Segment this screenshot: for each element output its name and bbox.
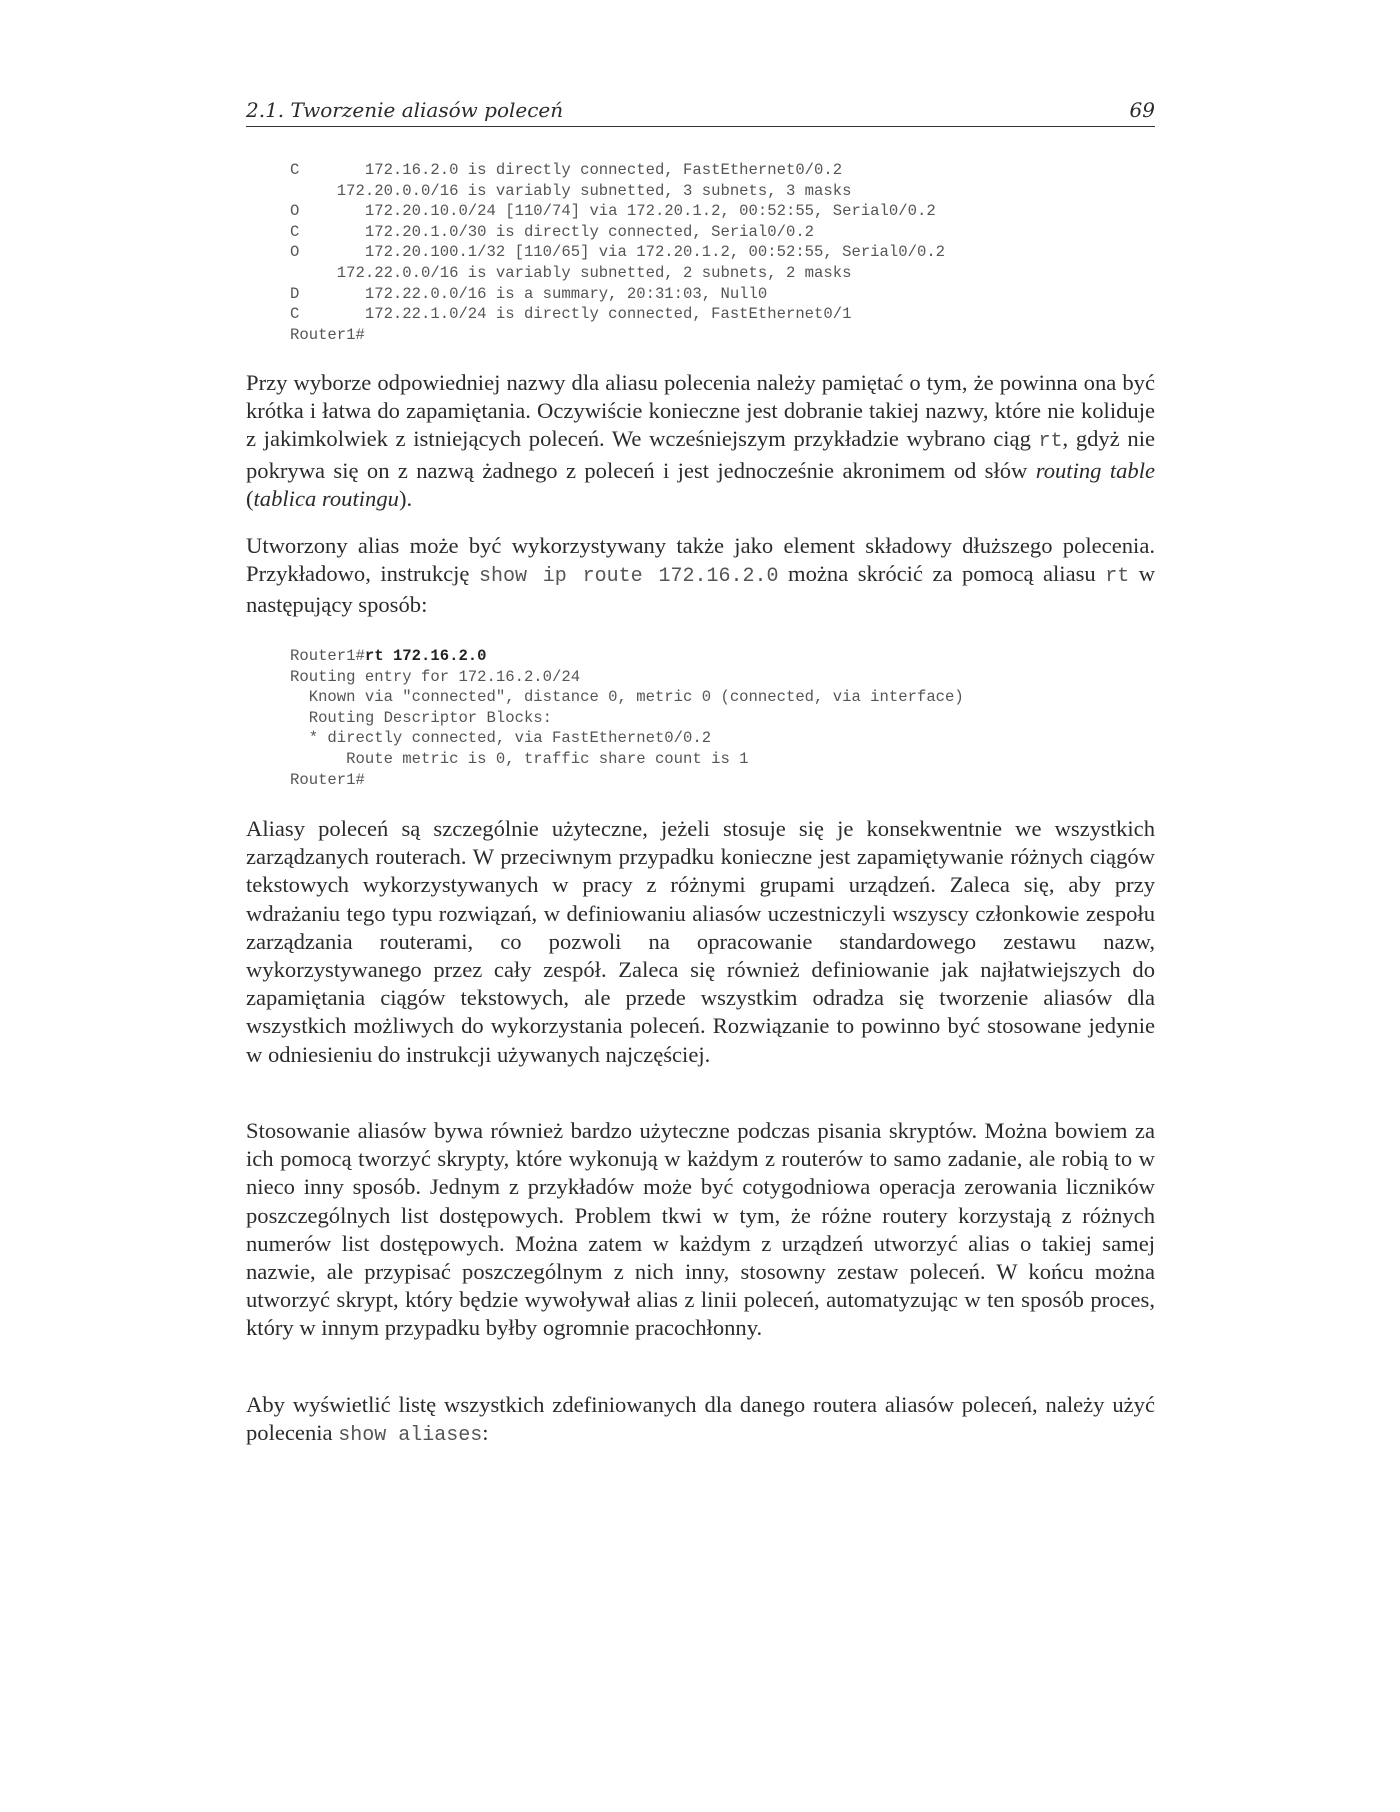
paragraph-show-aliases: Aby wyświetlić listę wszystkich zdefiniowanych dla danego routera aliasów poleceń, należy użyć polecenia show aliases: xyxy=(246,1392,1155,1448)
code-block-routing-table xyxy=(290,160,945,345)
inline-code: rt xyxy=(1038,430,1063,454)
code-line: Router1# xyxy=(290,770,365,789)
section-title: 2.1. Tworzenie aliasów poleceń xyxy=(246,98,564,122)
code-line: Routing entry for 172.16.2.0/24 xyxy=(290,667,581,686)
italic-term: tablica routingu xyxy=(253,485,399,511)
code-line: Route metric is 0, traffic share count is 1 xyxy=(290,749,749,768)
code-line: 172.20.0.0/16 is variably subnetted, 3 subnets, 3 masks xyxy=(290,181,852,200)
code-line: 172.22.0.0/16 is variably subnetted, 2 subnets, 2 masks xyxy=(290,263,852,282)
code-prompt: Router1# xyxy=(290,647,365,665)
code-line: O 172.20.10.0/24 [110/74] via 172.20.1.2, 00:52:55, Serial0/0.2 xyxy=(290,202,936,221)
paragraph-alias-scripts: Stosowanie aliasów bywa również bardzo użyteczne podczas pisania skryptów. Można bowiem za ich pomocą tworzyć skrypty, które wykonują w każdym z routerów to samo zadanie, ale robią to w nieco inny sposób. Jednym z przykładów może być cotygodniowa operacja zerowania liczników poszczególnych list dostępowych. Problem tkwi w tym, że różne routery korzystają z różnych numerów list dostępowych. Można zatem w każdym z urządzeń utworzyć alias o takiej samej nazwie, ale przypisać poszczególnym z nich inny, stosowny zestaw poleceń. W końcu można utworzyć skrypt, który będzie wywoływał alias z linii poleceń, automatyzując w ten sposób proces, który w innym przypadku byłby ogromnie pracochłonny. xyxy=(246,1118,1155,1341)
italic-term: routing table xyxy=(1035,457,1155,483)
running-header xyxy=(246,96,1155,127)
page-number: 69 xyxy=(1129,98,1155,122)
code-block-rt-example xyxy=(290,646,964,790)
code-line: O 172.20.100.1/32 [110/65] via 172.20.1.2, 00:52:55, Serial0/0.2 xyxy=(290,243,946,262)
code-command: rt 172.16.2.0 xyxy=(364,647,487,665)
code-line: Known via "connected", distance 0, metric 0 (connected, via interface) xyxy=(290,688,964,707)
code-line: C 172.16.2.0 is directly connected, FastEthernet0/0.2 xyxy=(290,161,843,179)
code-line: D 172.22.0.0/16 is a summary, 20:31:03, Null0 xyxy=(290,284,768,303)
paragraph-alias-usage: Utworzony alias może być wykorzystywany także jako element składowy dłuższego polecenia. Przykładowo, instrukcję show ip route 172.16.2.0 można skrócić za pomocą aliasu rt w następujący sposób: xyxy=(246,533,1156,618)
code-line: C 172.20.1.0/30 is directly connected, Serial0/0.2 xyxy=(290,222,815,241)
paragraph-alias-naming: Przy wyborze odpowiedniej nazwy dla aliasu polecenia należy pamiętać o tym, że powinna ona być krótka i łatwa do zapamiętania. Oczywiście konieczne jest dobranie takiej nazwy, które nie koliduje z jakimkolwiek z istniejących poleceń. We wcześniejszym przykładzie wybrano ciąg rt, gdyż nie pokrywa się on z nazwą żadnego z poleceń i jest jednocześnie akronimem od słów routing table (tablica routingu). xyxy=(246,370,1156,511)
code-line: C 172.22.1.0/24 is directly connected, FastEthernet0/1 xyxy=(290,305,852,324)
code-line: Router1# xyxy=(290,325,365,344)
inline-code: rt xyxy=(1105,565,1130,589)
inline-code: show ip route 172.16.2.0 xyxy=(478,565,779,589)
code-line: Routing Descriptor Blocks: xyxy=(290,708,553,727)
inline-code: show aliases xyxy=(338,1424,483,1448)
paragraph-alias-consistency: Aliasy poleceń są szczególnie użyteczne, jeżeli stosuje się je konsekwentnie we wszystkich zarządzanych routerach. W przeciwnym przypadku konieczne jest zapamiętywanie różnych ciągów tekstowych wykorzystywanych w pracy z różnymi grupami urządzeń. Zaleca się, aby przy wdrażaniu tego typu rozwiązań, w definiowaniu aliasów uczestniczyli wszyscy członkowie zespołu zarządzania routerami, co pozwoli na opracowanie standardowego zestawu nazw, wykorzystywanego przez cały zespół. Zaleca się również definiowanie jak najłatwiejszych do zapamiętania ciągów tekstowych, ale przede wszystkim odradza się tworzenie aliasów dla wszystkich możliwych do wykorzystania poleceń. Rozwiązanie to powinno być stosowane jedynie w odniesieniu do instrukcji używanych najczęściej. xyxy=(246,816,1155,1067)
code-line: * directly connected, via FastEthernet0/0.2 xyxy=(290,729,712,748)
